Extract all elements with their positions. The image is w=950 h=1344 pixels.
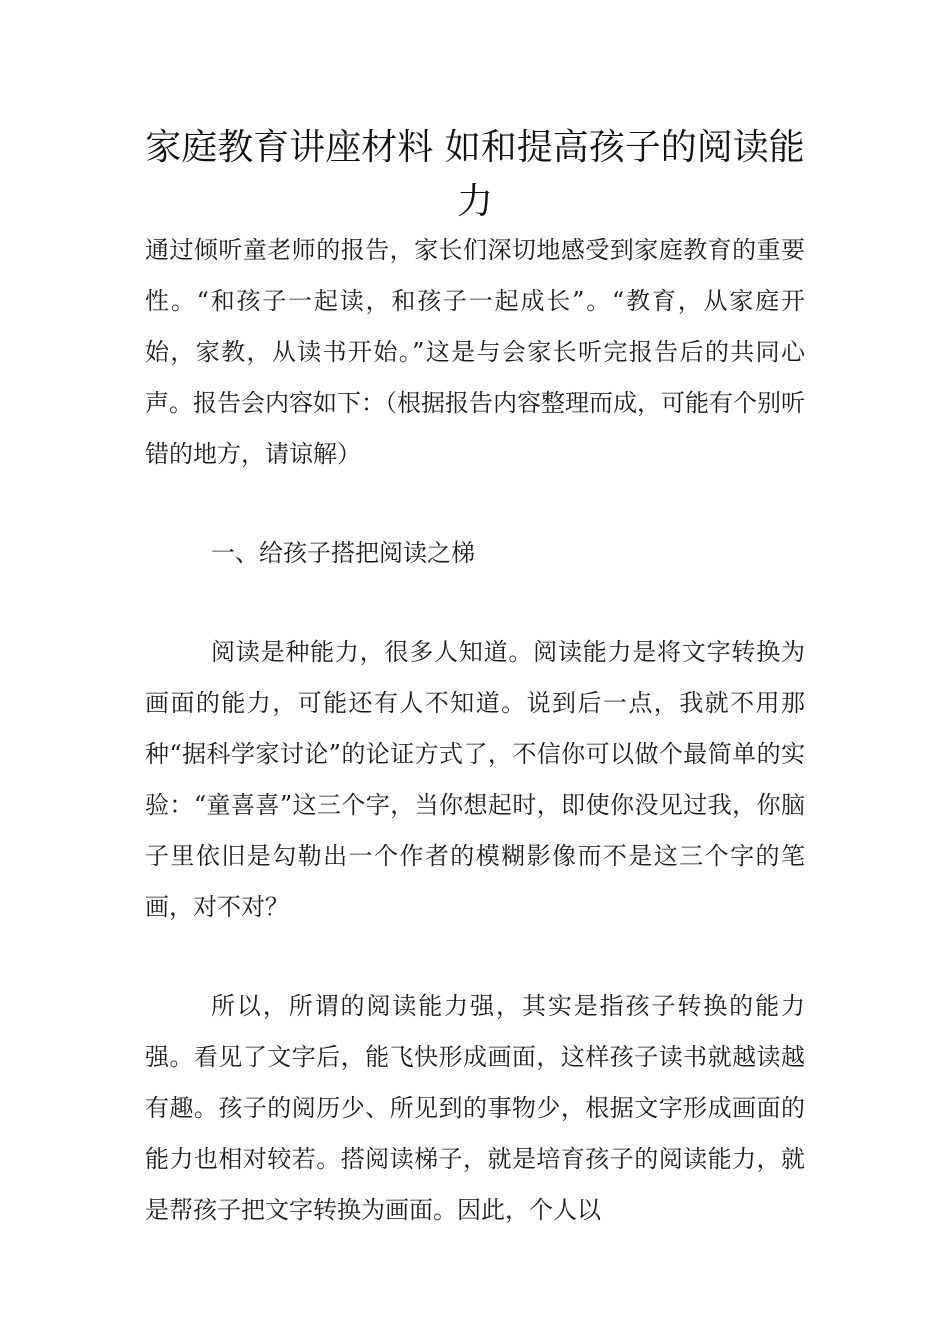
document-body <box>145 225 805 1236</box>
body-paragraph-1: 阅读是种能力，很多人知道。阅读能力是将文字转换为画面的能力，可能还有人不知道。说到后一点，我就不用那种“据科学家讨论”的论证方式了，不信你可以做个最简单的实验：“童喜喜”这三个字，当你想起时，即使你没见过我，你脑子里依旧是勾勒出一个作者的模糊影像而不是这三个字的笔画，对不对？ <box>145 638 805 921</box>
paragraph-spacer <box>145 480 805 528</box>
intro-paragraph: 通过倾听童老师的报告，家长们深切地感受到家庭教育的重要性。“和孩子一起读，和孩子一起成长”。“教育，从家庭开始，家教，从读书开始。”这是与会家长听完报告后的共同心声。报告会内容如下：（根据报告内容整理而成，可能有个别听错的地方，请谅解） <box>145 236 805 468</box>
document-title: 家庭教育讲座材料 如和提高孩子的阅读能力 <box>145 127 805 222</box>
paragraph-spacer <box>145 933 805 981</box>
body-paragraph-2: 所以，所谓的阅读能力强，其实是指孩子转换的能力强。看见了文字后，能飞快形成画面，这样孩子读书就越读越有趣。孩子的阅历少、所见到的事物少，根据文字形成画面的能力也相对较若。搭阅读梯子，就是培育孩子的阅读能力，就是帮孩子把文字转换为画面。因此，个人以 <box>145 992 805 1224</box>
section-heading: 一、给孩子搭把阅读之梯 <box>211 539 475 567</box>
paragraph-spacer <box>145 579 805 627</box>
